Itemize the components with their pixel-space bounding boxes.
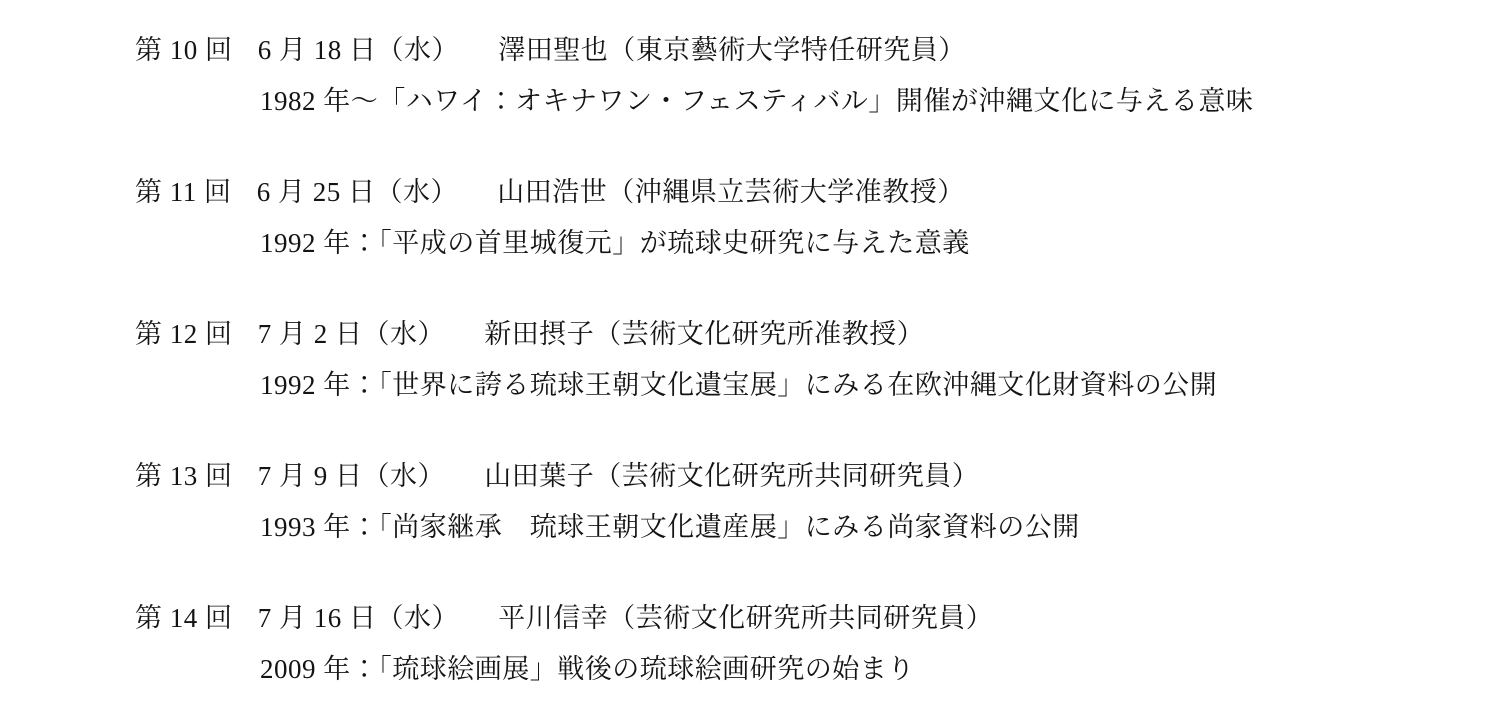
session-header-line — [135, 167, 1466, 218]
session-date: 7 月 16 日（水） — [257, 603, 459, 633]
session-date: 6 月 25 日（水） — [256, 177, 458, 207]
session-header-line — [135, 309, 1466, 360]
session-entry — [135, 451, 1466, 553]
session-header-line — [135, 25, 1466, 76]
session-speaker: 平川信幸（芸術文化研究所共同研究員） — [498, 603, 994, 633]
session-title: 1992 年：「平成の首里城復元」が琉球史研究に与えた意義 — [260, 228, 970, 258]
session-title-line — [135, 644, 1466, 695]
session-number: 第 12 回 — [135, 319, 233, 349]
session-title: 1993 年：「尚家継承 琉球王朝文化遺産展」にみる尚家資料の公開 — [260, 512, 1080, 542]
session-entry — [135, 167, 1466, 269]
session-number: 第 13 回 — [135, 461, 233, 491]
session-speaker: 澤田聖也（東京藝術大学特任研究員） — [498, 35, 966, 65]
session-entry — [135, 25, 1466, 127]
session-speaker: 山田浩世（沖縄県立芸術大学准教授） — [497, 177, 965, 207]
session-title: 1982 年～「ハワイ：オキナワン・フェスティバル」開催が沖縄文化に与える意味 — [260, 86, 1254, 116]
session-header-line — [135, 593, 1466, 644]
session-number: 第 14 回 — [135, 603, 233, 633]
session-date: 7 月 2 日（水） — [257, 319, 445, 349]
session-title: 1992 年：「世界に誇る琉球王朝文化遺宝展」にみる在欧沖縄文化財資料の公開 — [260, 370, 1218, 400]
session-header-line — [135, 451, 1466, 502]
session-entry — [135, 593, 1466, 695]
session-title-line — [135, 502, 1466, 553]
session-title-line — [135, 76, 1466, 127]
session-date: 7 月 9 日（水） — [257, 461, 445, 491]
session-title: 2009 年：「琉球絵画展」戦後の琉球絵画研究の始まり — [260, 654, 915, 684]
session-title-line — [135, 360, 1466, 411]
session-title-line — [135, 218, 1466, 269]
session-number: 第 10 回 — [135, 35, 233, 65]
session-date: 6 月 18 日（水） — [257, 35, 459, 65]
session-number: 第 11 回 — [135, 177, 232, 207]
session-speaker: 山田葉子（芸術文化研究所共同研究員） — [484, 461, 980, 491]
session-entry — [135, 309, 1466, 411]
session-speaker: 新田摂子（芸術文化研究所准教授） — [484, 319, 925, 349]
